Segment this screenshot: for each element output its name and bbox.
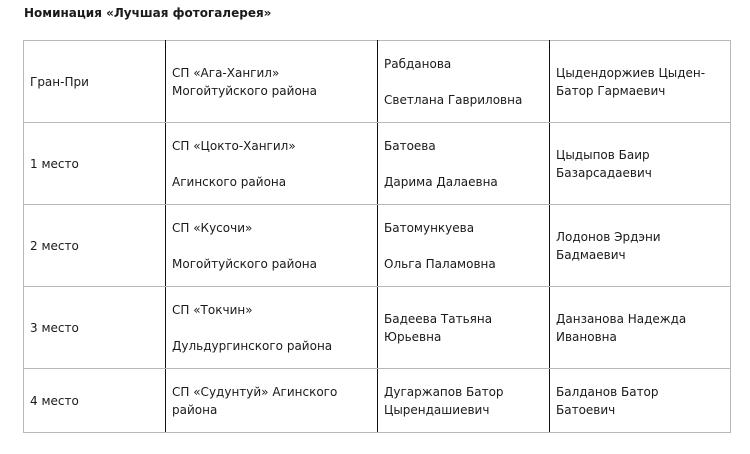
place-cell <box>24 369 166 433</box>
settlement-name: СП «Кусочи» <box>172 220 253 235</box>
mentor-cell <box>550 123 731 205</box>
settlement-name: СП «Токчин» <box>172 302 253 317</box>
participant-line-2: Цырендашиевич <box>384 402 490 417</box>
settlement-cell <box>166 41 378 123</box>
participant-surname: Рабданова <box>384 56 452 71</box>
participant-cell <box>378 205 550 287</box>
place-cell <box>24 287 166 369</box>
mentor-cell <box>550 369 731 433</box>
participant-given-name: Светлана Гавриловна <box>384 92 523 107</box>
settlement-district: Дульдургинского района <box>172 338 333 353</box>
settlement-district: Могойтуйского района <box>172 256 317 271</box>
place-label: 2 место <box>30 238 79 253</box>
settlement-cell <box>166 287 378 369</box>
place-label: Гран-При <box>30 74 89 89</box>
table-row <box>24 287 731 369</box>
settlement-line-1: СП «Судунтуй» Агинского <box>172 384 338 399</box>
place-label: 1 место <box>30 156 79 171</box>
place-cell <box>24 41 166 123</box>
settlement-district: Могойтуйского района <box>172 83 317 98</box>
mentor-cell <box>550 41 731 123</box>
settlement-cell <box>166 123 378 205</box>
settlement-name: СП «Цокто-Хангил» <box>172 138 296 153</box>
mentor-cell <box>550 205 731 287</box>
table-row <box>24 369 731 433</box>
nomination-heading: Номинация «Лучшая фотогалерея» <box>24 6 272 20</box>
participant-cell <box>378 369 550 433</box>
mentor-line-1: Данзанова Надежда <box>556 311 687 326</box>
table-row <box>24 123 731 205</box>
settlement-cell <box>166 369 378 433</box>
settlement-line-2: района <box>172 402 218 417</box>
place-label: 4 место <box>30 393 79 408</box>
participant-cell <box>378 287 550 369</box>
table-row <box>24 205 731 287</box>
mentor-line-2: Базарсадаевич <box>556 165 652 180</box>
participant-cell <box>378 41 550 123</box>
mentor-line-1: Лодонов Эрдэни <box>556 229 661 244</box>
mentor-line-2: Батоевич <box>556 402 616 417</box>
mentor-line-2: Ивановна <box>556 329 617 344</box>
settlement-cell <box>166 205 378 287</box>
participant-line-1: Дугаржапов Батор <box>384 384 504 399</box>
place-cell <box>24 205 166 287</box>
participant-surname: Батоева <box>384 138 436 153</box>
participant-line-2: Юрьевна <box>384 329 442 344</box>
table-row <box>24 41 731 123</box>
settlement-name: СП «Ага-Хангил» <box>172 65 280 80</box>
mentor-cell <box>550 287 731 369</box>
participant-given-name: Дарима Далаевна <box>384 174 498 189</box>
participant-cell <box>378 123 550 205</box>
settlement-district: Агинского района <box>172 174 287 189</box>
mentor-line-1: Балданов Батор <box>556 384 659 399</box>
participant-given-name: Ольга Паламовна <box>384 256 496 271</box>
mentor-line-2: Батор Гармаевич <box>556 83 666 98</box>
mentor-line-2: Бадмаевич <box>556 247 626 262</box>
place-cell <box>24 123 166 205</box>
mentor-line-1: Цыдендоржиев Цыден- <box>556 65 706 80</box>
results-table <box>23 40 731 433</box>
participant-surname: Батомункуева <box>384 220 475 235</box>
mentor-line-1: Цыдыпов Баир <box>556 147 650 162</box>
participant-line-1: Бадеева Татьяна <box>384 311 493 326</box>
place-label: 3 место <box>30 320 79 335</box>
